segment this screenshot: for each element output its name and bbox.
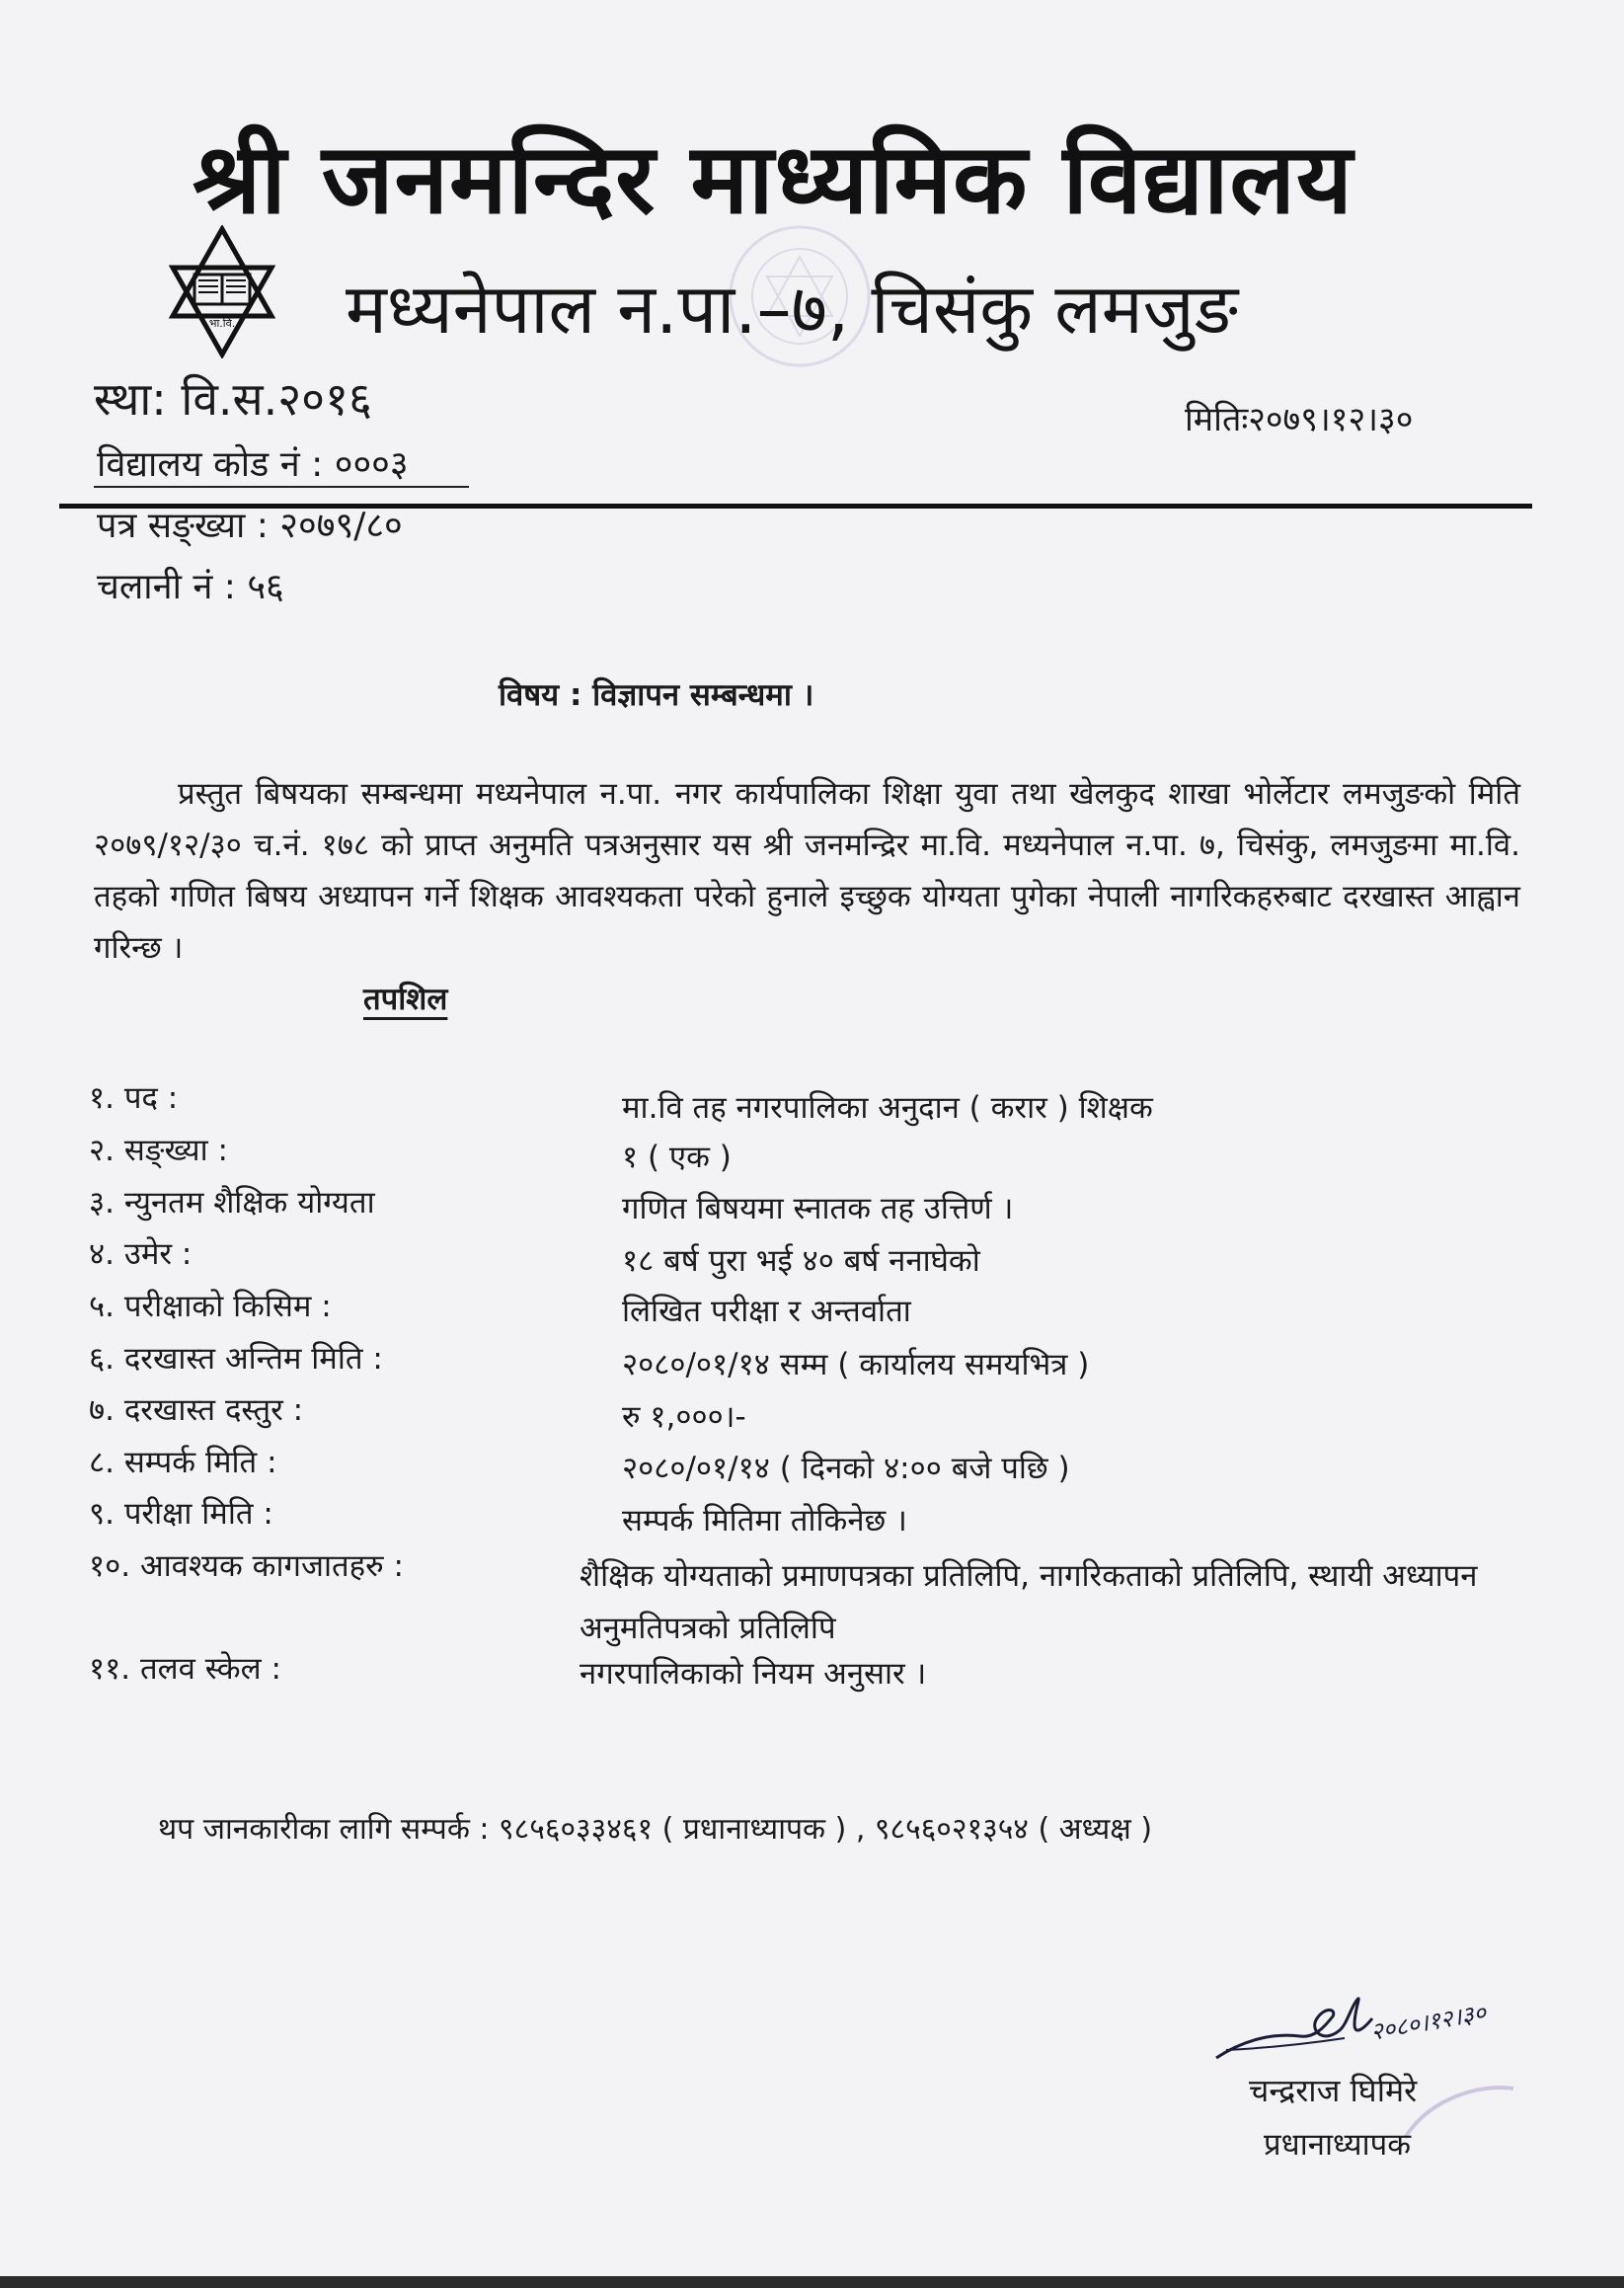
school-logo-icon: [123, 225, 321, 358]
detail-value: २०८०/०१/१४ ( दिनको ४:०० बजे पछि ): [622, 1451, 1070, 1486]
detail-value: रु १,०००।-: [622, 1399, 746, 1435]
detail-label: ९. परीक्षा मिति :: [89, 1496, 273, 1532]
detail-value: शैक्षिक योग्यताको प्रमाणपत्रका प्रतिलिपि, नागरिकताको प्रतिलिपि, स्थायी अध्यापन अनुमतिपत्रको प्रतिलिपि: [580, 1558, 1478, 1646]
detail-value: सम्पर्क मितिमा तोकिनेछ ।: [622, 1503, 907, 1538]
detail-value: १ ( एक ): [622, 1140, 732, 1175]
detail-value: गणित बिषयमा स्नातक तह उत्तिर्ण ।: [622, 1191, 1014, 1226]
body-paragraph: प्रस्तुत बिषयका सम्बन्धमा मध्यनेपाल न.पा. नगर कार्यपालिका शिक्षा युवा तथा खेलकुद शाखा भोर्लेटार लमजुङको मिति २०७९/१२/३० च.नं. १७८ को प्राप्त अनुमति पत्रअनुसार यस श्री जनमन्द्रिर मा.वि. मध्यनेपाल न.पा. ७, चिसंकु, लमजुङमा मा.वि. तहको गणित बिषय अध्यापन गर्ने शिक्षक आवश्यकता परेको हुनाले इच्छुक योग्यता पुगेका नेपाली नागरिकहरुबाट दरखास्त आह्वान गरिन्छ ।: [94, 776, 1520, 966]
detail-label: १. पद :: [89, 1080, 179, 1116]
signature-date: २०८०।१२।३०: [1368, 1998, 1489, 2046]
detail-value: २०८०/०१/१४ सम्म ( कार्यालय समयभित्र ): [622, 1347, 1090, 1382]
signatory-title: प्रधानाध्यापक: [1264, 2127, 1412, 2163]
detail-label: २. सङ्ख्या :: [89, 1133, 228, 1168]
established-year: स्था: वि.स.२०१६: [94, 372, 372, 426]
signature-icon: [1206, 1979, 1522, 2073]
detail-value: लिखित परीक्षा र अन्तर्वाता: [622, 1294, 911, 1329]
dispatch-number: चलानी नं : ५६: [97, 567, 284, 607]
letter-date: मितिः२०७९।१२।३०: [1185, 400, 1414, 439]
logo-seal-text: भा.वि.: [208, 317, 236, 330]
letter-number: पत्र सङ्ख्या : २०७९/८०: [97, 506, 403, 546]
detail-label: ६. दरखास्त अन्तिम मिति :: [89, 1341, 383, 1377]
signatory-name: चन्द्रराज घिमिरे: [1249, 2072, 1418, 2109]
detail-value: मा.वि तह नगरपालिका अनुदान ( करार ) शिक्षक: [622, 1090, 1153, 1126]
contact-line: थप जानकारीका लागि सम्पर्क : ९८५६०३३४६१ ( प्रधानाध्यापक ) , ९८५६०२१३५४ ( अध्यक्ष ): [158, 1812, 1153, 1847]
detail-value: नगरपालिकाको नियम अनुसार ।: [580, 1656, 927, 1692]
detail-label: ५. परीक्षाको किसिम :: [89, 1289, 332, 1324]
school-code: विद्यालय कोड नं : ०००३: [97, 444, 409, 485]
school-address: मध्यनेपाल न.पा.–७, चिसंकु लमजुङ: [346, 269, 1239, 350]
detail-label: ११. तलव स्केल :: [89, 1651, 281, 1687]
school-name: श्री जनमन्दिर माध्यमिक विद्यालय: [193, 123, 1353, 236]
detail-label: ३. न्युनतम शैक्षिक योग्यता: [89, 1185, 375, 1221]
detail-label: ४. उमेर :: [89, 1236, 193, 1272]
letter-subject: विषय : विज्ञापन सम्बन्धमा ।: [499, 677, 814, 713]
detail-value: १८ बर्ष पुरा भई ४० बर्ष ननाघेको: [622, 1243, 980, 1279]
details-heading: तपशिल: [363, 982, 448, 1017]
detail-label: १०. आवश्यक कागजातहरु :: [89, 1548, 404, 1584]
detail-label: ७. दरखास्त दस्तुर :: [89, 1392, 304, 1428]
body-paragraph-block: [94, 768, 1520, 974]
stamp-mark-icon: [1400, 2079, 1518, 2148]
code-underline: [94, 486, 469, 488]
bottom-edge-strip: [0, 2276, 1624, 2288]
detail-label: ८. सम्पर्क मिति :: [89, 1445, 277, 1480]
